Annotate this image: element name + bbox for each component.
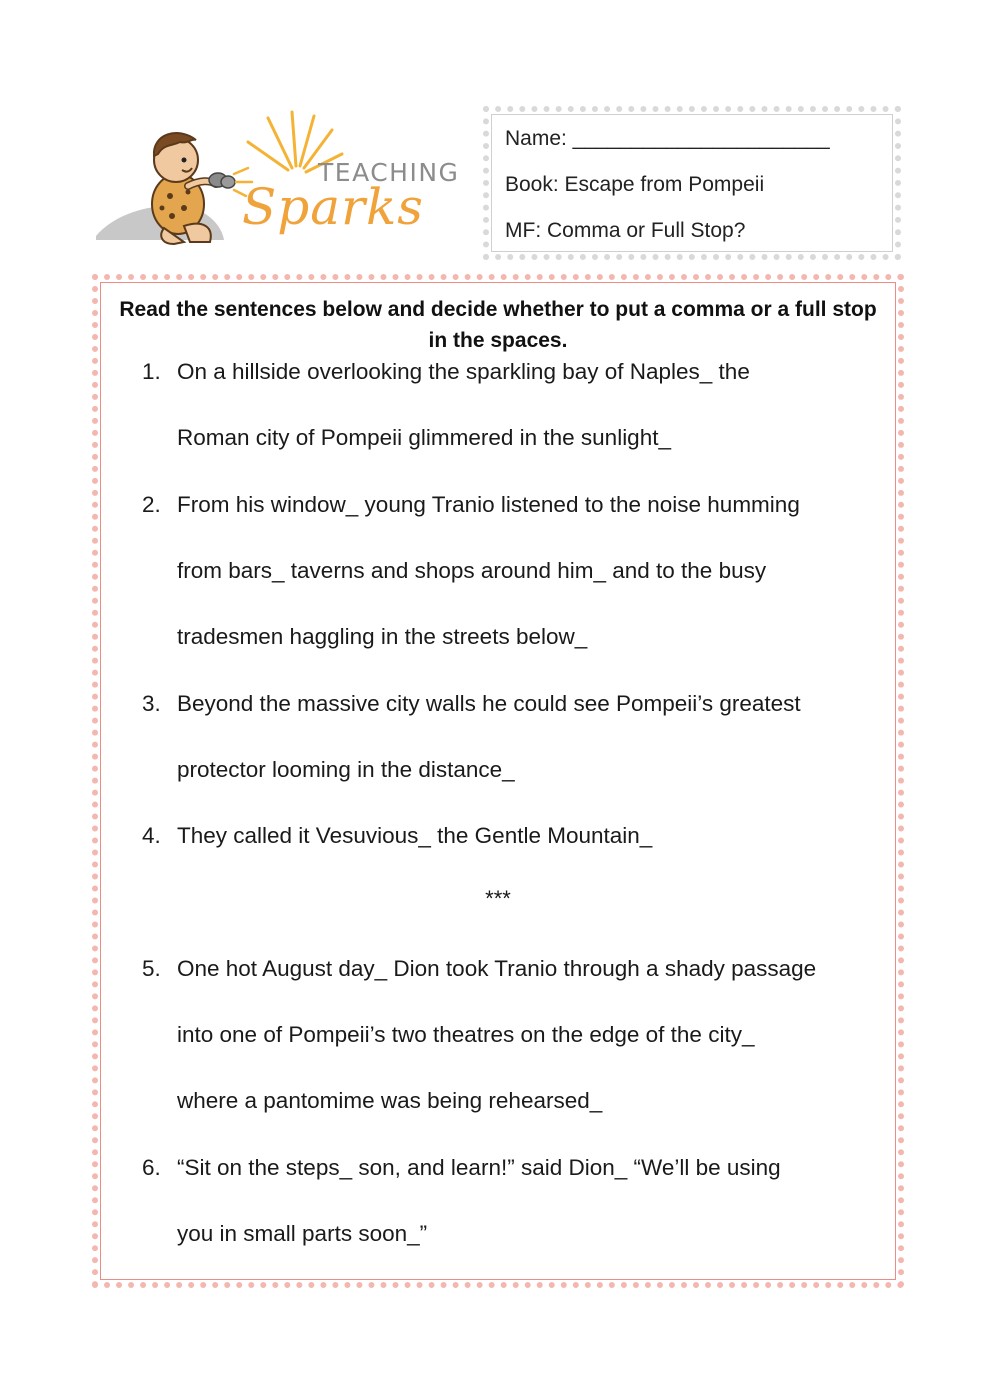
question-number: 5.	[142, 956, 161, 981]
question-line[interactable]: Roman city of Pompeii glimmered in the sunlight_	[177, 425, 671, 450]
question-line[interactable]: into one of Pompeii’s two theatres on the edge of the city_	[177, 1022, 755, 1047]
student-info-box	[483, 106, 901, 260]
question-line[interactable]: from bars_ taverns and shops around him_ and to the busy	[177, 558, 767, 583]
question-number: 1.	[142, 359, 161, 384]
exercise-box	[92, 274, 904, 1288]
question-number: 4.	[142, 823, 161, 848]
logo-wordmark-sparks: Sparks	[242, 178, 424, 236]
question-number: 6.	[142, 1155, 161, 1180]
name-field[interactable]: Name: ______________________	[505, 127, 830, 150]
section-separator: ***	[485, 886, 511, 911]
logo-wordmark-teaching: TEACHING	[318, 158, 460, 187]
question-line[interactable]: you in small parts soon_”	[177, 1221, 428, 1246]
question-line[interactable]: tradesmen haggling in the streets below_	[177, 624, 588, 649]
question-number: 2.	[142, 492, 161, 517]
question-line[interactable]: protector looming in the distance_	[177, 757, 515, 782]
question-number: 3.	[142, 691, 161, 716]
instructions: Read the sentences below and decide whether to put a comma or a full stop in the spaces.	[119, 298, 877, 352]
question-line[interactable]: Beyond the massive city walls he could see Pompeii’s greatest	[177, 691, 801, 716]
question-line[interactable]: “Sit on the steps_ son, and learn!” said Dion_ “We’ll be using	[177, 1155, 781, 1180]
teaching-sparks-logo	[92, 108, 472, 258]
question-line[interactable]: One hot August day_ Dion took Tranio through a shady passage	[177, 956, 817, 981]
book-title-line: Book: Escape from Pompeii	[505, 173, 765, 196]
focus-topic-line: MF: Comma or Full Stop?	[505, 219, 746, 242]
question-line[interactable]: They called it Vesuvious_ the Gentle Mountain_	[177, 823, 653, 848]
question-line[interactable]: From his window_ young Tranio listened to the noise humming	[177, 492, 800, 517]
question-line[interactable]: where a pantomime was being rehearsed_	[177, 1088, 603, 1113]
question-line[interactable]: On a hillside overlooking the sparkling bay of Naples_ the	[177, 359, 750, 384]
